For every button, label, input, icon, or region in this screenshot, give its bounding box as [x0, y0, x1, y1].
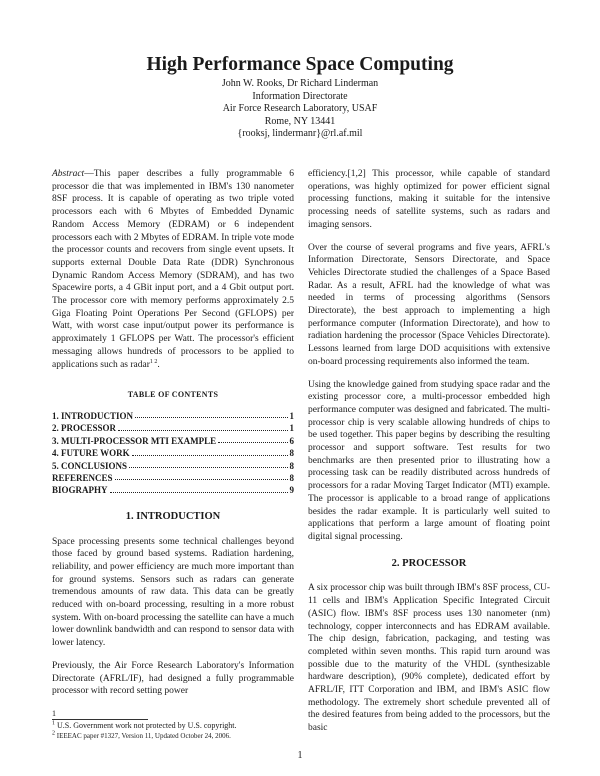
abstract-lead: Abstract [52, 169, 85, 179]
toc-entry-page: 6 [289, 435, 294, 446]
paper-title: High Performance Space Computing [146, 54, 454, 75]
author-email: {rooksj, lindermanr}@rl.af.mil [237, 128, 363, 140]
toc-entry-mti-example [52, 435, 294, 447]
toc-entry-biography [52, 484, 294, 496]
left-column [52, 168, 294, 742]
author-lab: Air Force Research Laboratory, USAF [222, 103, 378, 115]
toc-leader [110, 484, 288, 492]
right-paragraph-2: Over the course of several programs and five years, AFRL's Information Directorate, Sensors Directorate, and Space Vehicles Directorate studied the challenges of a Space Based Radar. As a result, AFRL had the knowledge of what was needed in terms of processing algorithms (Sensors Directorate), the best approach to implementing a high performance computer (Information Directorate), and how to radiation hardening the processor (Space Vehicles Directorate). Lessons learned from large DOD acquisitions with extensive on-board processing requirements also informed the team. [308, 242, 550, 367]
toc-entry-label: BIOGRAPHY [52, 485, 108, 496]
toc-entry-label: 1. INTRODUCTION [52, 410, 134, 421]
table-of-contents [52, 410, 294, 497]
toc-entry-label: 4. FUTURE WORK [52, 448, 130, 459]
abstract-text: —This paper describes a fully programmable 6 processor die that was implemented in IBM's 130 nanometer 8SF process. It is capable of operating as two triple voted processors each with 6 Mbytes of Embedded Dynamic Random Access Memory (EDRAM) or 6 independent processors each with 2 Mbytes of EDRAM. In triple vote mode the processor counts and recovers from single event upsets. It supports external Double Data Rate (DDR) Synchronous Dynamic Random Access Memory (SDRAM), and has two Spacewire ports, a 4 GBit input port, and a 4 Gbit output port. The processor core with memory performs approximately 2.5 Giga Floating Point Operations Per Second (GFLOPS) per Watt, with worst case input/output power its performance is approximately 1 GFLOPS per Watt. The processor's efficient messaging allows hundreds of processors to be applied to applications such as radar [52, 169, 294, 370]
toc-leader [132, 447, 288, 455]
toc-entry-conclusions [52, 460, 294, 472]
intro-paragraph-1: Space processing presents some technical challenges beyond those faced by ground based systems. Radiation hardening, reliability, and power efficiency are much more important than for ground systems. Sensors such as radars can generate tremendous amounts of raw data. This data can be greatly reduced with on-board processing, resulting in a more robust system. With on-board processing the satellite can have a much lower downlink bandwidth and can respond to sensor data with lower latency. [52, 536, 294, 649]
toc-entry-label: 3. MULTI-PROCESSOR MTI EXAMPLE [52, 435, 217, 446]
intro-paragraph-2: Previously, the Air Force Research Laboratory's Information Directorate (AFRL/IF), had designed a fully programmable processor with record setting power [52, 660, 294, 697]
abstract-footnote-refs: 1 2 [149, 358, 158, 365]
toc-leader [115, 472, 288, 480]
author-names: John W. Rooks, Dr Richard Linderman [221, 78, 379, 89]
abstract-end: . [157, 359, 160, 370]
toc-entry-introduction [52, 410, 294, 422]
toc-leader [135, 410, 287, 418]
toc-entry-page: 8 [289, 460, 294, 471]
toc-leader [118, 422, 287, 430]
toc-entry-processor [52, 422, 294, 434]
abstract [52, 168, 294, 371]
page-number: 1 [297, 750, 303, 761]
footnote-2-text: IEEEAC paper #1327, Version 11, Updated October 24, 2006. [56, 731, 231, 740]
toc-entry-page: 8 [289, 448, 294, 459]
toc-entry-page: 8 [289, 472, 294, 483]
footnote-2 [52, 731, 294, 742]
footnote-1-text: U.S. Government work not protected by U.S. copyright. [57, 720, 237, 730]
section-heading-processor: 2. PROCESSOR [391, 557, 467, 569]
right-paragraph-1: efficiency.[1,2] This processor, while capable of standard operations, was highly optimized for power efficient signal processing functions, making it suitable for the intensive processing needs of satellite systems, such as radars and imaging sensors. [308, 169, 550, 230]
footnote-marker: 1 [52, 708, 56, 718]
section-heading-introduction: 1. INTRODUCTION [125, 510, 221, 522]
toc-leader [218, 435, 287, 443]
toc-entry-future-work [52, 447, 294, 459]
right-column [308, 168, 550, 745]
processor-paragraph-1: A six processor chip was built through IBM's 8SF process, CU-11 cells and IBM's Application Specific Integrated Circuit (ASIC) flow. IBM's 8SF process uses 130 nanometer (nm) technology, copper interconnects and has EDRAM available. The chip design, fabrication, packaging, and testing was completed within seven months. This rapid turn around was possible due to the maturity of the VHDL (synthesizable hardware description), (90% complete), dedicated effort by AFRL/IF, ITT Corporation and IBM, and IBM's ASIC flow methodology. The extremely short schedule prevented all of the desired features from being added to the processors, but the basic [308, 583, 550, 734]
toc-entry-label: REFERENCES [52, 472, 113, 483]
toc-heading: TABLE OF CONTENTS [127, 390, 219, 400]
toc-leader [129, 460, 287, 468]
toc-entry-label: 2. PROCESSOR [52, 423, 117, 434]
toc-entry-page: 9 [289, 485, 294, 496]
toc-entry-label: 5. CONCLUSIONS [52, 460, 128, 471]
toc-entry-references [52, 472, 294, 484]
footnote-2-number: 2 [52, 730, 55, 737]
footnote-1 [52, 720, 294, 731]
right-paragraph-3: Using the knowledge gained from studying space radar and the existing processor core, a multi-processor embedded high performance computer was designed and fabricated. The multi-processor chip is very scalable allowing hundreds of chips to be used together. This paper begins by describing the resulting processor and support software. Test results for two benchmarks are then presented prior to illustrating how a processing task can be readily distributed across hundreds of processors for a radar Moving Target Indicator (MTI) example. The processor is applicable to a broad range of applications besides the radar example. It is particularly well suited to applications that perform a large amount of floating point digital signal processing. [308, 379, 550, 542]
author-location: Rome, NY 13441 [264, 115, 336, 127]
toc-entry-page: 1 [289, 410, 294, 421]
author-block [0, 78, 600, 141]
footnote-1-number: 1 [52, 720, 55, 727]
toc-entry-page: 1 [289, 423, 294, 434]
author-directorate: Information Directorate [252, 90, 348, 102]
